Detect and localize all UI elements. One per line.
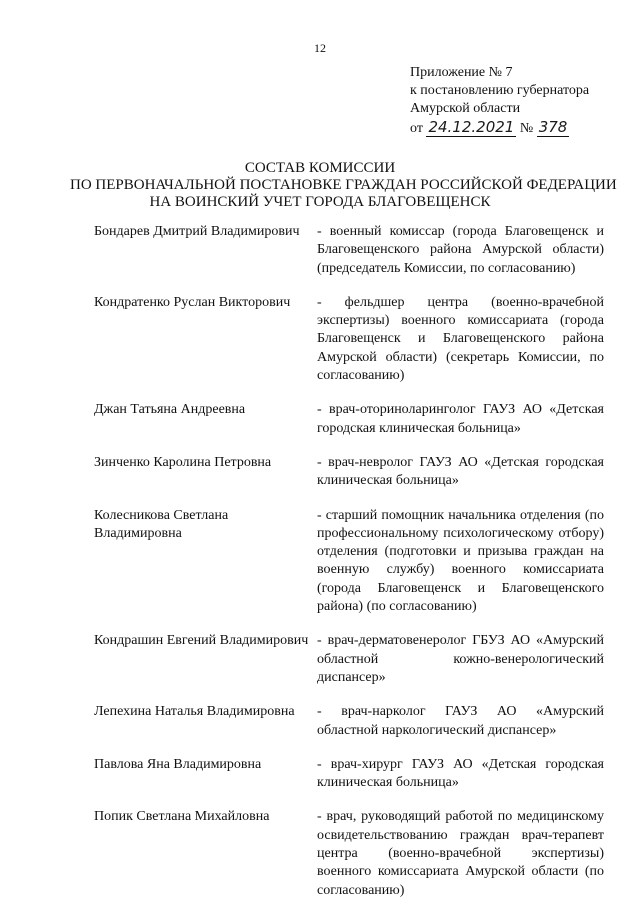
handwritten-number: 378 <box>538 118 568 136</box>
member-role: - врач, руководящий работой по медицинскому освидетельствованию граждан врач-терапевт центра (военно-врачебной экспертизы) военного комиссариата Амурской области (по согласованию) <box>317 809 604 898</box>
appendix-block <box>410 64 630 138</box>
member-role: - врач-нарколог ГАУЗ АО «Амурский областной наркологический диспансер» <box>317 704 604 738</box>
member-name: Зинченко Каролина Петровна <box>94 454 272 470</box>
appendix-date-line <box>410 118 630 138</box>
member-role: - врач-невролог ГАУЗ АО «Детская городская клиническая больница» <box>317 454 604 489</box>
date-prefix: от <box>410 121 423 136</box>
member-role: - фельдшер центра (военно-врачебной экспертизы) военного комиссариата (города Благовещенск и Благовещенского района Амурской области) (секретарь Комиссии, по согласованию) <box>317 294 604 384</box>
member-name: Бондарев Дмитрий Владимирович <box>94 224 300 239</box>
member-row <box>94 808 604 899</box>
title-line-2: ПО ПЕРВОНАЧАЛЬНОЙ ПОСТАНОВКЕ ГРАЖДАН РОССИЙСКОЙ ФЕДЕРАЦИИ <box>70 177 617 193</box>
member-name: Кондратенко Руслан Викторович <box>94 294 291 310</box>
member-row <box>94 507 604 617</box>
number-label: № <box>519 121 534 136</box>
member-name: Попик Светлана Михайловна <box>94 809 270 825</box>
appendix-region: Амурской области <box>410 101 521 116</box>
member-name: Джан Татьяна Андреевна <box>94 402 246 418</box>
page-number: 12 <box>314 41 326 55</box>
member-role: - военный комиссар (города Благовещенск и Благовещенского района Амурской области) (председатель Комиссии, по согласованию) <box>317 224 604 276</box>
appendix-reference: к постановлению губернатора <box>410 83 590 98</box>
member-role: - старший помощник начальника отделения (по профессиональному психологическому отбору) отделения (подготовки и призыва граждан на военную службу) военного комиссариата (города Благовещенск и Благовещенского района) (по согласованию) <box>317 507 604 615</box>
member-row <box>94 703 604 740</box>
member-row <box>94 223 604 278</box>
member-role: - врач-хирург ГАУЗ АО «Детская городская клиническая больница» <box>317 756 604 791</box>
handwritten-date: 24.12.2021 <box>428 118 515 136</box>
member-name: Колесникова Светлана Владимировна <box>94 507 229 541</box>
member-row <box>94 632 604 687</box>
member-row <box>94 294 604 385</box>
appendix-title: Приложение № 7 <box>410 65 513 80</box>
member-row <box>94 454 604 491</box>
member-role: - врач-оториноларинголог ГАУЗ АО «Детская городская клиническая больница» <box>317 402 604 436</box>
members-list <box>94 223 604 900</box>
member-name: Павлова Яна Владимировна <box>94 756 262 772</box>
member-row <box>94 401 604 438</box>
member-name: Кондрашин Евгений Владимирович <box>94 633 309 649</box>
member-row <box>94 756 604 793</box>
member-name: Лепехина Наталья Владимировна <box>94 704 295 720</box>
title-line-1: СОСТАВ КОМИССИИ <box>244 160 396 176</box>
document-title <box>70 160 617 211</box>
title-line-3: НА ВОИНСКИЙ УЧЕТ ГОРОДА БЛАГОВЕЩЕНСК <box>149 194 491 210</box>
member-role: - врач-дерматовенеролог ГБУЗ АО «Амурский областной кожно-венерологический диспансер» <box>317 633 604 685</box>
